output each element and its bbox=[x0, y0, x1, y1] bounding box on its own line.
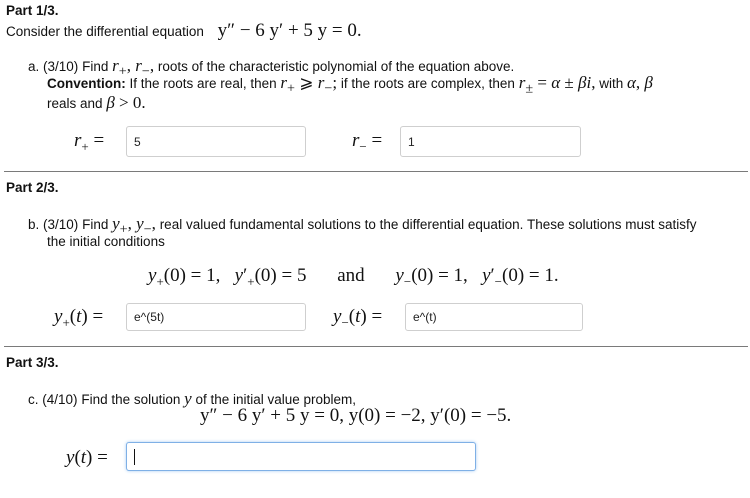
part-c-equation: y″ − 6 y′ + 5 y = 0, y(0) = −2, y′(0) = −5. bbox=[200, 405, 512, 426]
convention-text3: with bbox=[599, 76, 624, 91]
part-c-points: (4/10) bbox=[42, 392, 78, 407]
part-divider-1 bbox=[4, 171, 748, 172]
part-a-find-rest: roots of the characteristic polynomial of the equation above. bbox=[157, 59, 515, 74]
convention-line2-text: reals and bbox=[47, 96, 103, 111]
part-a-roots-symbols: $r_+$, $r_-$, bbox=[112, 56, 155, 80]
r-plus-label: $r_+$ = bbox=[74, 130, 105, 154]
convention-text1: If the roots are real, then bbox=[129, 76, 277, 91]
part-c-text2: of the initial value problem, bbox=[195, 392, 357, 407]
part1-intro-text: Consider the differential equation bbox=[6, 24, 204, 39]
part-c-y-symbol: y bbox=[184, 389, 192, 408]
y-minus-label: $y_-(t)$ = bbox=[333, 306, 383, 330]
part-b-label: b. bbox=[28, 217, 40, 232]
and-text: and bbox=[337, 265, 365, 286]
part-c-label: c. bbox=[28, 392, 39, 407]
part3-title: Part 3/3. bbox=[6, 355, 59, 370]
part-a-points: (3/10) bbox=[43, 59, 79, 74]
part-a-find: Find bbox=[82, 59, 109, 74]
y-plus-input[interactable]: e^(5t) bbox=[126, 303, 306, 331]
convention-cond3: α, β bbox=[626, 73, 653, 92]
convention-cond2: $r_\pm = \alpha \pm \beta i$, bbox=[518, 73, 596, 97]
part-a-label: a. bbox=[28, 59, 40, 74]
part-b-find: Find bbox=[82, 217, 109, 232]
part1-intro bbox=[6, 20, 362, 42]
convention-beta-cond: β > 0. bbox=[106, 93, 146, 112]
y-plus-label: $y_+(t)$ = bbox=[54, 306, 104, 330]
r-minus-label: $r_-$ = bbox=[352, 130, 383, 154]
r-minus-input[interactable]: 1 bbox=[400, 126, 581, 157]
part1-title: Part 1/3. bbox=[6, 3, 59, 18]
r-plus-input[interactable]: 5 bbox=[126, 126, 306, 157]
part-c-text1: Find the solution bbox=[81, 392, 181, 407]
part-b-find-rest: real valued fundamental solutions to the differential equation. These solutions must satisfy bbox=[159, 217, 697, 232]
convention-label: Convention: bbox=[47, 76, 126, 91]
part-b-points: (3/10) bbox=[43, 217, 79, 232]
part2-title: Part 2/3. bbox=[6, 180, 59, 195]
part1-equation: y″ − 6 y′ + 5 y = 0. bbox=[217, 20, 362, 41]
part-b-solutions-symbols: $y_+$, $y_-$, bbox=[112, 214, 156, 238]
y-solution-input[interactable] bbox=[126, 442, 476, 471]
y-minus-input[interactable]: e^(t) bbox=[405, 303, 583, 331]
convention-text2: if the roots are complex, then bbox=[340, 76, 515, 91]
initial-conditions: $y_+(0) = 1$, $y'_+(0) = 5$ and $y_-(0) = 1$, $y'_-(0) = 1$. bbox=[148, 265, 559, 289]
part-b-line2: the initial conditions bbox=[47, 234, 165, 249]
y-solution-label: y(t) = bbox=[66, 447, 108, 468]
convention-cond1: $r_+$ ⩾ $r_-$; bbox=[280, 73, 338, 97]
part-divider-2 bbox=[4, 346, 748, 347]
text-cursor bbox=[134, 449, 135, 465]
part-a-convention-line2 bbox=[47, 93, 146, 113]
